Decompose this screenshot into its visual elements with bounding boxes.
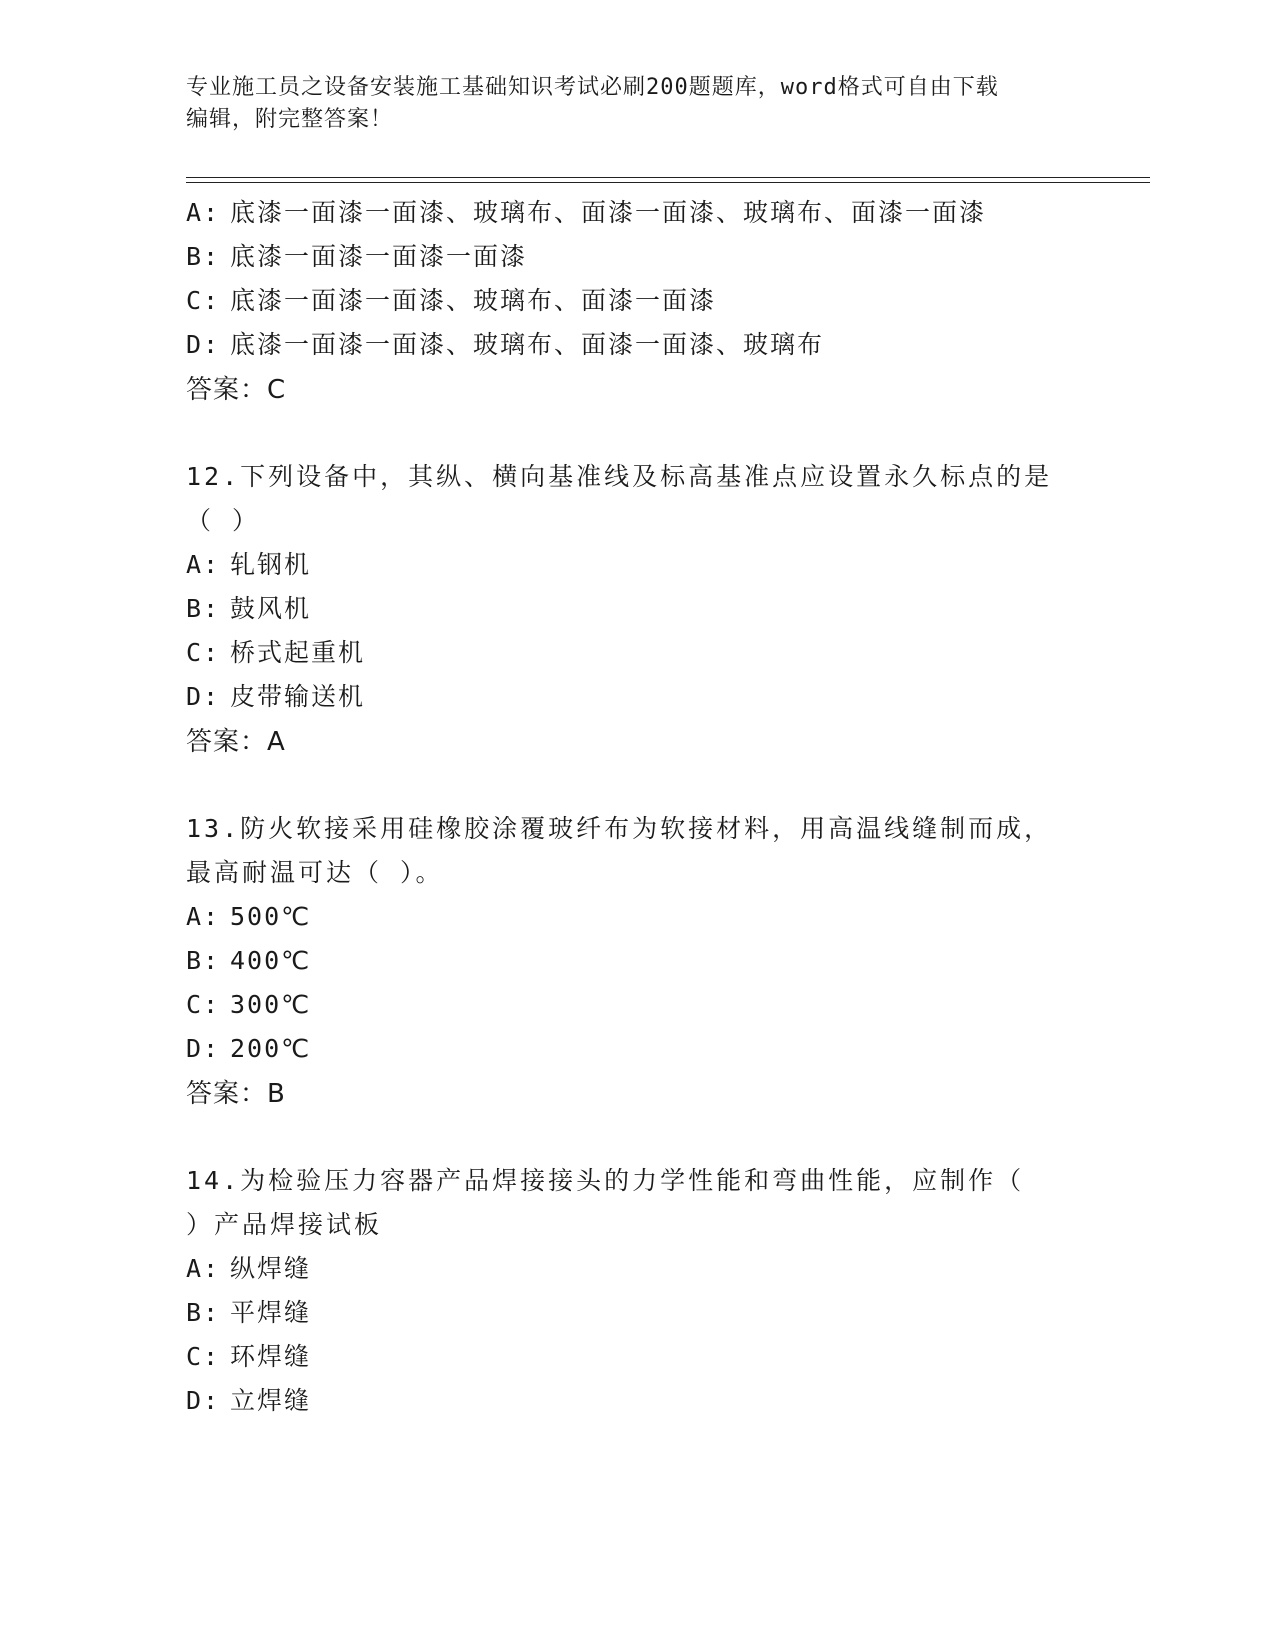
question-14 bbox=[186, 1159, 1086, 1423]
option-text: 纵焊缝 bbox=[230, 1254, 312, 1283]
question-stem-line-1: 13.防火软接采用硅橡胶涂覆玻纤布为软接材料，用高温线缝制而成， bbox=[186, 814, 1053, 843]
question-stem bbox=[186, 1159, 1086, 1247]
option-c bbox=[186, 631, 1086, 675]
option-d bbox=[186, 323, 1086, 367]
question-stem bbox=[186, 455, 1086, 543]
question-stem-line-1: 12.下列设备中，其纵、横向基准线及标高基准点应设置永久标点的是 bbox=[186, 462, 1053, 491]
question-stem bbox=[186, 807, 1086, 895]
header-title-line-2: 编辑，附完整答案！ bbox=[186, 107, 394, 132]
option-c bbox=[186, 279, 1086, 323]
document-header bbox=[186, 72, 1066, 136]
question-stem-line-2: （ ） bbox=[186, 506, 261, 535]
question-13 bbox=[186, 807, 1086, 1117]
option-text: 200℃ bbox=[230, 1034, 312, 1063]
question-stem-line-2: 最高耐温可达（ ）。 bbox=[186, 858, 444, 887]
option-key: A: bbox=[186, 902, 221, 931]
option-key: D: bbox=[186, 682, 221, 711]
option-text: 鼓风机 bbox=[230, 594, 312, 623]
option-text: 轧钢机 bbox=[230, 550, 312, 579]
option-c bbox=[186, 1335, 1086, 1379]
option-text: 400℃ bbox=[230, 946, 312, 975]
question-12 bbox=[186, 455, 1086, 765]
option-key: C: bbox=[186, 1342, 221, 1371]
question-spacer bbox=[186, 413, 1086, 455]
option-d bbox=[186, 1027, 1086, 1071]
option-text: 平焊缝 bbox=[230, 1298, 312, 1327]
option-a bbox=[186, 543, 1086, 587]
option-a bbox=[186, 191, 1086, 235]
option-a bbox=[186, 895, 1086, 939]
option-key: D: bbox=[186, 1386, 221, 1415]
option-key: A: bbox=[186, 550, 221, 579]
option-key: C: bbox=[186, 286, 221, 315]
option-text: 立焊缝 bbox=[230, 1386, 312, 1415]
option-key: B: bbox=[186, 594, 221, 623]
question-spacer bbox=[186, 765, 1086, 807]
option-b bbox=[186, 1291, 1086, 1335]
option-text: 底漆一面漆一面漆一面漆 bbox=[230, 242, 528, 271]
question-11 bbox=[186, 191, 1086, 413]
option-text: 皮带输送机 bbox=[230, 682, 366, 711]
option-b bbox=[186, 939, 1086, 983]
question-list bbox=[186, 191, 1086, 1423]
option-text: 300℃ bbox=[230, 990, 312, 1019]
option-key: C: bbox=[186, 638, 221, 667]
option-text: 底漆一面漆一面漆、玻璃布、面漆一面漆 bbox=[230, 286, 717, 315]
header-divider-bottom bbox=[186, 182, 1150, 183]
option-key: A: bbox=[186, 198, 221, 227]
option-text: 桥式起重机 bbox=[230, 638, 366, 667]
answer-line: 答案：B bbox=[186, 1079, 286, 1109]
header-title-line-1: 专业施工员之设备安装施工基础知识考试必刷200题题库，word格式可自由下载 bbox=[186, 75, 999, 100]
option-key: B: bbox=[186, 242, 221, 271]
option-key: A: bbox=[186, 1254, 221, 1283]
option-key: D: bbox=[186, 330, 221, 359]
answer-line: 答案：A bbox=[186, 727, 286, 757]
question-spacer bbox=[186, 1117, 1086, 1159]
option-key: C: bbox=[186, 990, 221, 1019]
option-b bbox=[186, 235, 1086, 279]
option-text: 底漆一面漆一面漆、玻璃布、面漆一面漆、玻璃布 bbox=[230, 330, 825, 359]
option-text: 环焊缝 bbox=[230, 1342, 312, 1371]
option-b bbox=[186, 587, 1086, 631]
option-d bbox=[186, 675, 1086, 719]
option-text: 底漆一面漆一面漆、玻璃布、面漆一面漆、玻璃布、面漆一面漆 bbox=[230, 198, 987, 227]
option-text: 500℃ bbox=[230, 902, 312, 931]
option-a bbox=[186, 1247, 1086, 1291]
option-key: B: bbox=[186, 1298, 221, 1327]
answer-line: 答案：C bbox=[186, 375, 287, 405]
header-divider-top bbox=[186, 177, 1150, 178]
option-d bbox=[186, 1379, 1086, 1423]
question-stem-line-1: 14.为检验压力容器产品焊接接头的力学性能和弯曲性能，应制作（ bbox=[186, 1166, 1025, 1195]
option-key: B: bbox=[186, 946, 221, 975]
question-stem-line-2: ）产品焊接试板 bbox=[186, 1210, 383, 1239]
option-c bbox=[186, 983, 1086, 1027]
option-key: D: bbox=[186, 1034, 221, 1063]
